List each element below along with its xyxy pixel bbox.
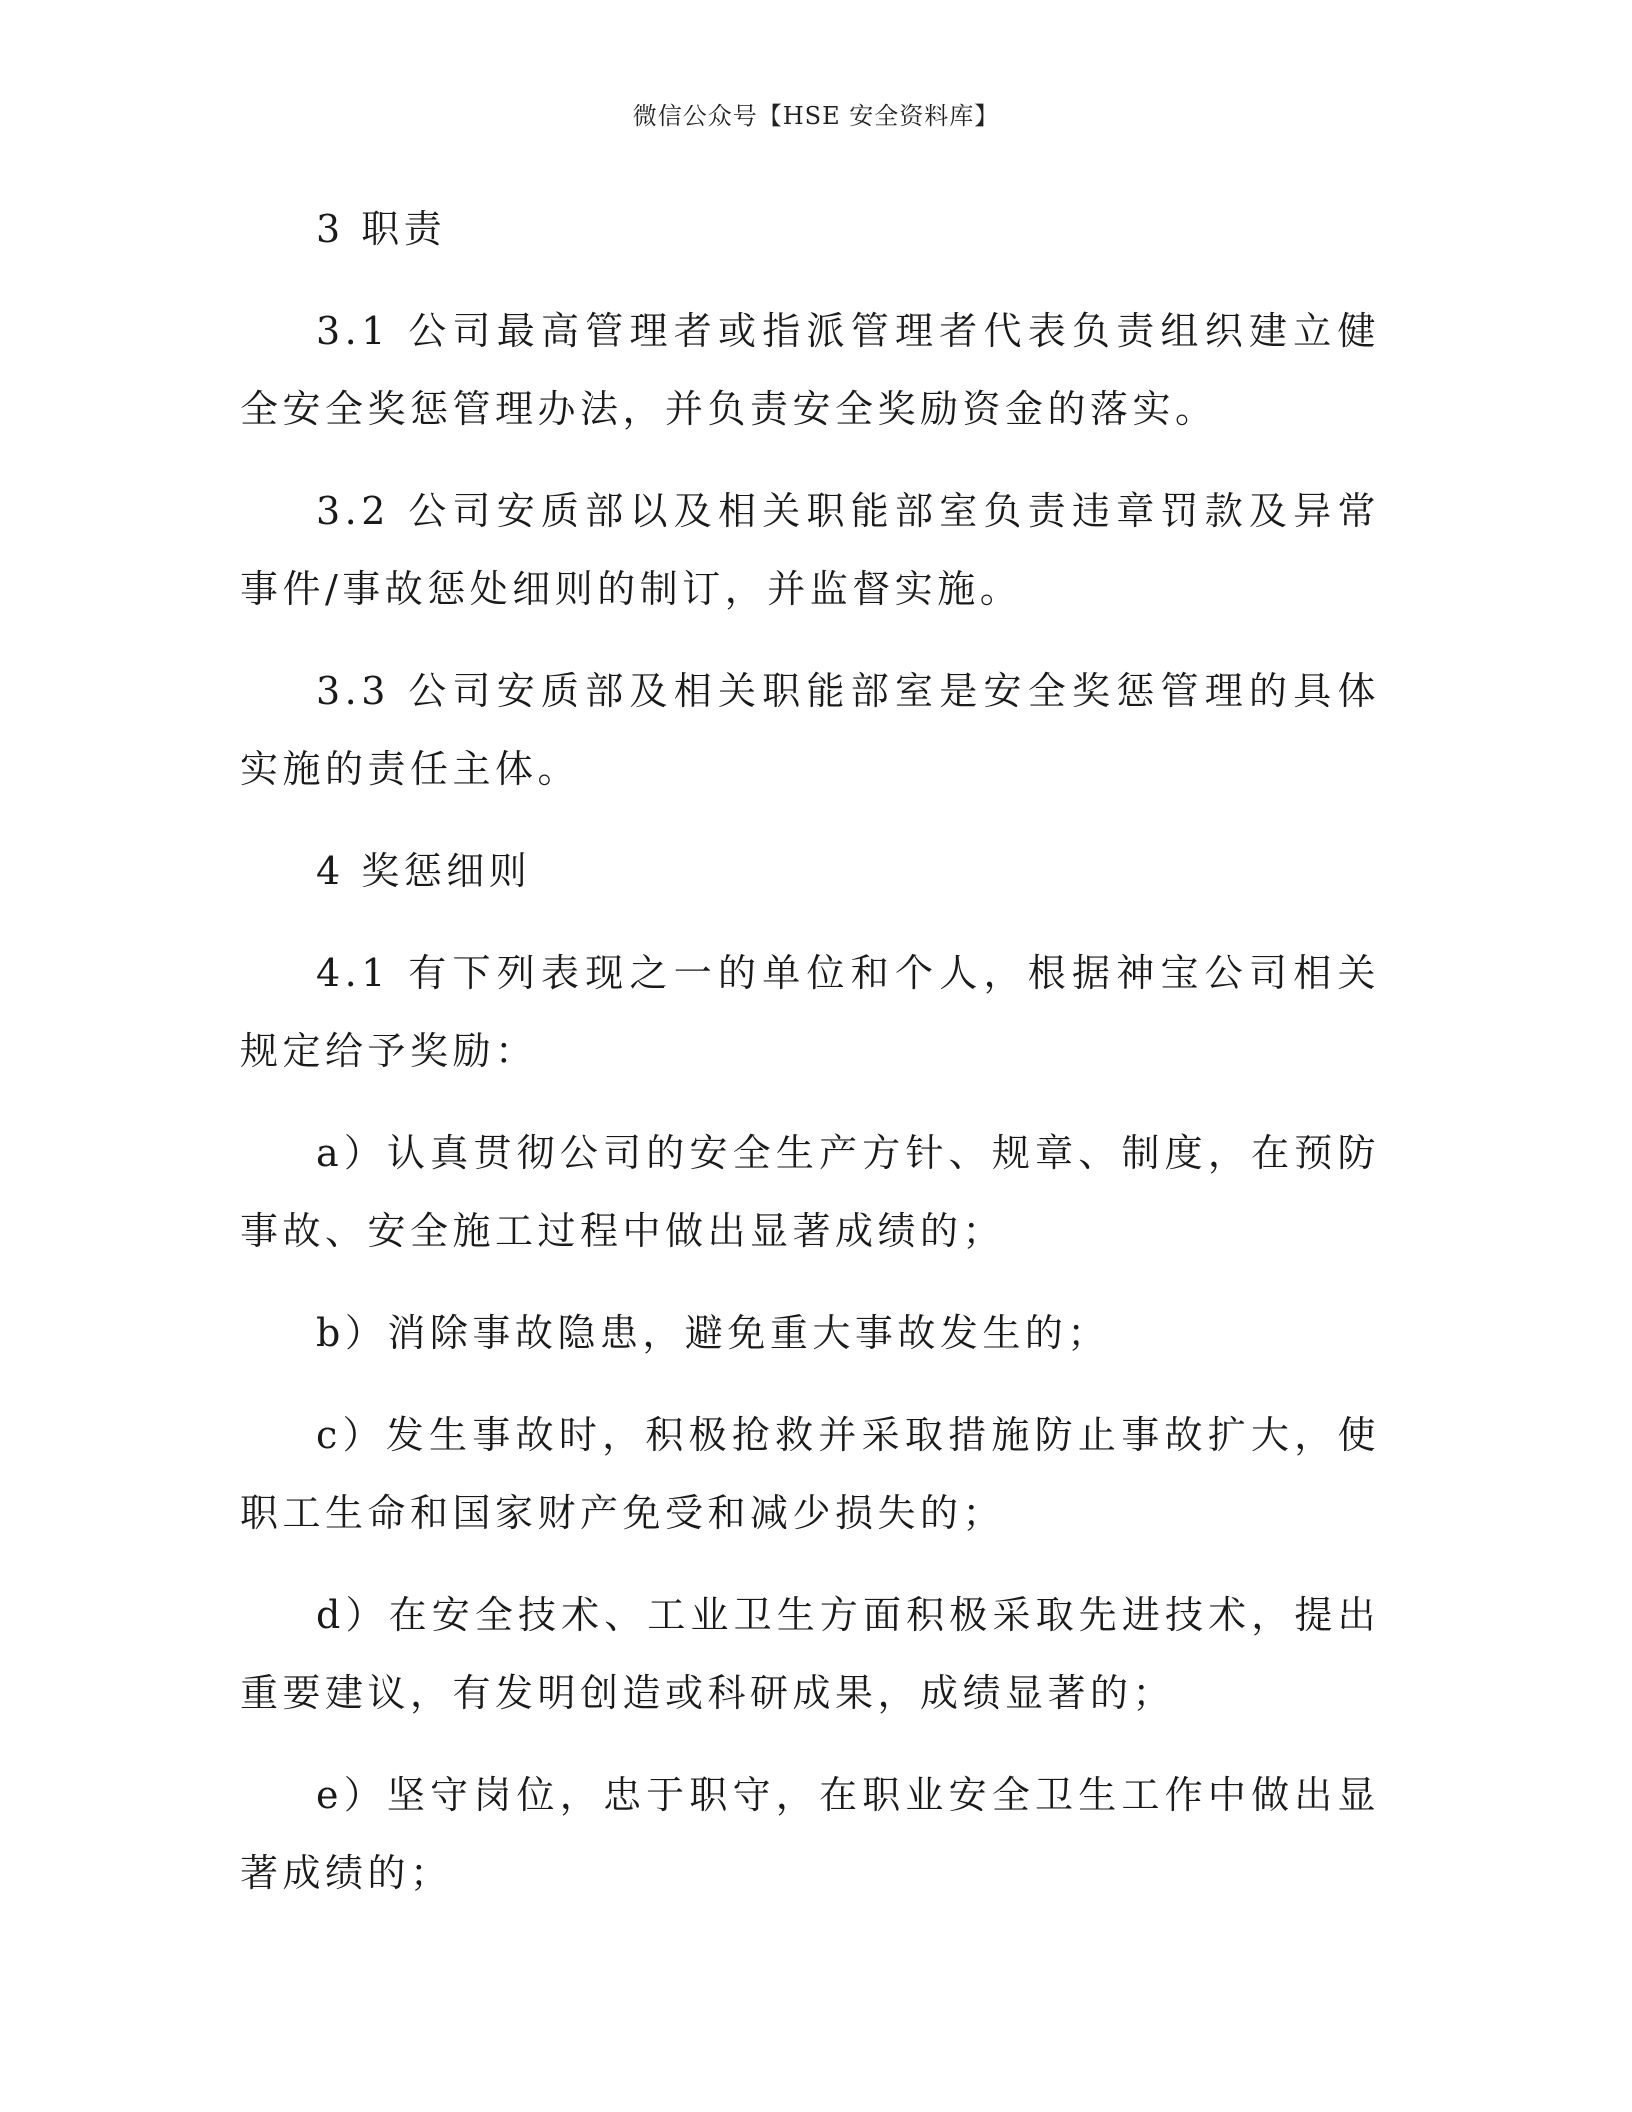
list-item-e: e）坚守岗位，忠于职守，在职业安全卫生工作中做出显著成绩的；	[240, 1773, 1380, 1895]
list-item-d: d）在安全技术、工业卫生方面积极采取先进技术，提出重要建议，有发明创造或科研成果，成绩显著的；	[240, 1593, 1380, 1715]
section-heading-4: 4 奖惩细则	[316, 849, 532, 893]
paragraph-3-3: 3.3 公司安质部及相关职能部室是安全奖惩管理的具体实施的责任主体。	[240, 669, 1380, 791]
document-body	[240, 190, 1380, 1936]
list-item-b: b）消除事故隐患，避免重大事故发生的；	[316, 1311, 1110, 1355]
paragraph-3-2: 3.2 公司安质部以及相关职能部室负责违章罚款及异常事件/事故惩处细则的制订，并监督实施。	[240, 489, 1380, 611]
page-header: 微信公众号【HSE 安全资料库】	[632, 102, 1000, 130]
section-heading-3: 3 职责	[316, 207, 447, 251]
list-item-c: c）发生事故时，积极抢救并采取措施防止事故扩大，使职工生命和国家财产免受和减少损失的；	[240, 1413, 1380, 1535]
paragraph-4-1: 4.1 有下列表现之一的单位和个人，根据神宝公司相关规定给予奖励：	[240, 951, 1380, 1073]
paragraph-3-1: 3.1 公司最高管理者或指派管理者代表负责组织建立健全安全奖惩管理办法，并负责安全奖励资金的落实。	[240, 309, 1380, 431]
list-item-a: a）认真贯彻公司的安全生产方针、规章、制度，在预防事故、安全施工过程中做出显著成绩的；	[240, 1131, 1380, 1253]
